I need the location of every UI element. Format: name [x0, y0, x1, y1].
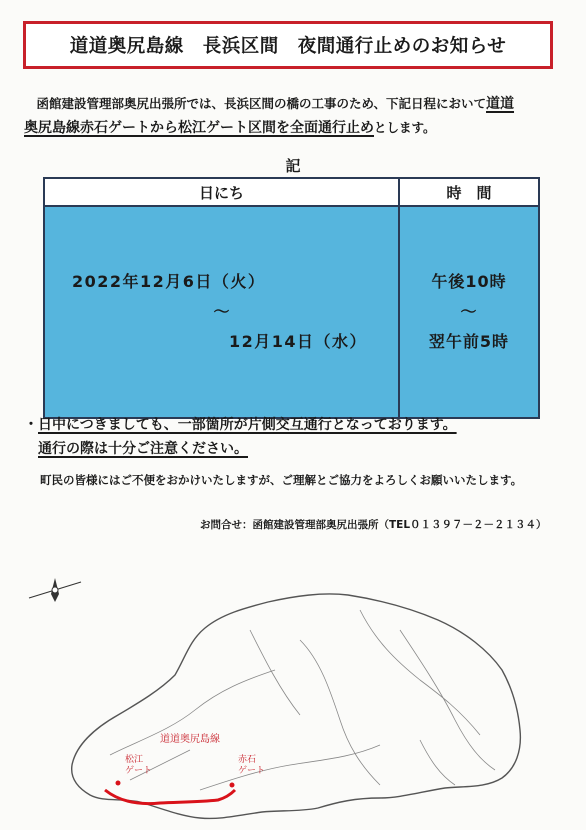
gate-akaishi-label: 赤石 — [238, 755, 257, 765]
intro-emphasis: 道道 — [486, 96, 515, 112]
compass-icon — [29, 578, 81, 602]
gate-matsue-label: 松江 — [125, 755, 144, 765]
apology-text: 町民の皆様にはご不便をおかけいたしますが、ご理解とご協力をよろしくお願いいたします。 — [40, 473, 523, 487]
notice-line-1: 日中につきましても、一部箇所が片側交互通行となっております。 — [38, 417, 457, 433]
date-separator: 〜 — [213, 302, 230, 321]
notice-line-2: 通行の際は十分ご注意ください。 — [38, 441, 248, 457]
intro-suffix: とします。 — [374, 120, 436, 135]
gate-akaishi-marker — [230, 783, 235, 788]
road-label: 道道奥尻島線 — [160, 734, 220, 745]
date-cell — [44, 206, 399, 418]
island-map — [0, 540, 586, 830]
time-separator: 〜 — [460, 302, 478, 321]
gate-akaishi-label-2: ゲート — [238, 766, 266, 776]
bullet-mark: ・ — [24, 417, 38, 433]
map-detail-lines — [110, 610, 495, 790]
time-start: 午後10時 — [431, 272, 507, 291]
time-end: 翌午前5時 — [428, 332, 510, 351]
intro-text: 函館建設管理部奥尻出張所では、長浜区間の橋の工事のため、下記日程において — [36, 96, 487, 111]
schedule-table — [43, 177, 540, 419]
contact-info: お問合せ：函館建設管理部奥尻出張所（TEL０１３９７－２－２１３４） — [200, 519, 547, 531]
header-date: 日にち — [44, 178, 399, 206]
daytime-notice — [24, 413, 457, 461]
ki-heading: 記 — [285, 157, 301, 175]
gate-matsue-label-2: ゲート — [125, 766, 153, 776]
closure-section — [105, 790, 235, 804]
notice-title: 道道奥尻島線 長浜区間 夜間通行止めのお知らせ — [23, 21, 553, 69]
time-cell — [399, 206, 539, 418]
intro-emphasis-closure: 奥尻島線赤石ゲートから松江ゲート区間を全面通行止め — [24, 120, 374, 136]
date-end: 12月14日（水） — [228, 332, 367, 351]
header-time: 時 間 — [399, 178, 539, 206]
gate-matsue-marker — [116, 781, 121, 786]
date-start: 2022年12月6日（火） — [72, 272, 266, 291]
intro-paragraph — [24, 92, 564, 140]
